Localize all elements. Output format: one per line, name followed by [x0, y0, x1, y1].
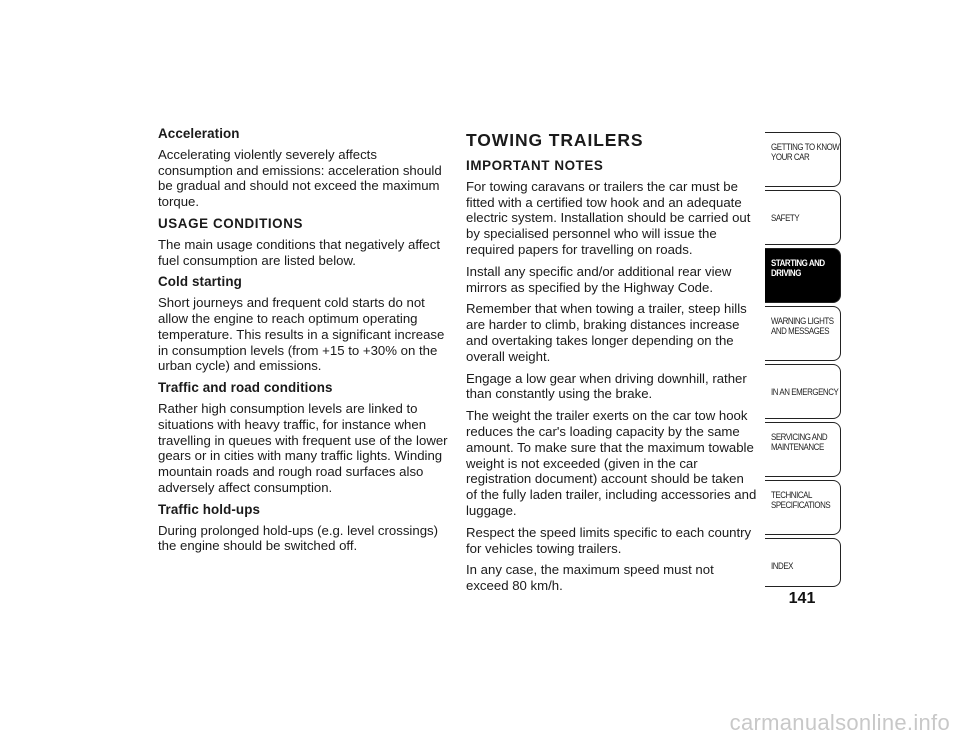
tab-label: INDEX [771, 561, 794, 571]
towing-paragraph: Engage a low gear when driving downhill, rather than constantly using the brake. [466, 370, 747, 402]
cold-starting-text: Short journeys and frequent cold starts do not allow the engine to reach optimum operating temperature. This results in a significant increase in consumption levels (from +15 to +30% on the urban cycle) and emissions. [158, 295, 445, 374]
towing-trailers-title: TOWING TRAILERS [466, 130, 644, 150]
chapter-tabs [765, 132, 841, 587]
towing-paragraph: Remember that when towing a trailer, steep hills are harder to climb, braking distances increase and overtaking takes longer depending on the overall weight. [466, 301, 747, 364]
page-number: 141 [788, 590, 816, 607]
tab-technical-specifications[interactable] [765, 480, 841, 535]
towing-paragraph: For towing caravans or trailers the car must be fitted with a certified tow hook and an adequate electric system. Installation should be carried out by specialised personnel who will issue the required papers for travelling on roads. [466, 178, 751, 257]
towing-paragraph: In any case, the maximum speed must not exceed 80 km/h. [466, 562, 714, 594]
left-column [158, 126, 448, 560]
tab-label: TECHNICAL [771, 490, 812, 500]
towing-paragraph: The weight the trailer exerts on the car tow hook reduces the car's loading capacity by the same amount. To make sure that the maximum towable weight is not exceeded (given in the car registration document) account should be taken of the fully laden trailer, including accessories and luggage. [466, 408, 757, 518]
tab-label: YOUR CAR [771, 152, 810, 162]
usage-conditions-text: The main usage conditions that negatively affect fuel consumption are listed below. [158, 236, 440, 268]
tab-label: SAFETY [771, 213, 800, 223]
usage-conditions-heading: USAGE CONDITIONS [158, 215, 304, 231]
cold-starting-heading: Cold starting [158, 274, 242, 290]
tab-in-an-emergency[interactable] [765, 364, 841, 419]
acceleration-heading: Acceleration [158, 126, 240, 141]
tab-warning-lights-and-messages[interactable] [765, 306, 841, 361]
traffic-holdups-heading: Traffic hold-ups [158, 501, 261, 517]
tab-safety[interactable] [765, 190, 841, 245]
tab-label: IN AN EMERGENCY [771, 387, 839, 397]
tab-label: AND MESSAGES [771, 326, 830, 336]
tab-label: MAINTENANCE [771, 442, 824, 452]
acceleration-text: Accelerating violently severely affects consumption and emissions: acceleration should be gradual and should not exceed the maximum torque. [158, 146, 442, 210]
tab-label: SPECIFICATIONS [771, 500, 831, 510]
tab-index[interactable] [765, 538, 841, 587]
traffic-road-text: Rather high consumption levels are linked to situations with heavy traffic, for instance when travelling in queues with frequent use of the lower gears or in cities with many traffic lights. Winding mountain roads and rough road surfaces also adversely affect consumption. [158, 400, 448, 495]
tab-label: DRIVING [771, 268, 801, 278]
towing-paragraph: Respect the speed limits specific to each country for vehicles towing trailers. [466, 524, 752, 556]
tab-servicing-and-maintenance[interactable] [765, 422, 841, 477]
traffic-road-heading: Traffic and road conditions [158, 380, 333, 396]
traffic-holdups-text: During prolonged hold-ups (e.g. level crossings) the engine should be switched off. [158, 522, 439, 554]
tab-label: STARTING AND [771, 258, 825, 268]
tab-label: WARNING LIGHTS [771, 316, 834, 326]
important-notes-heading: IMPORTANT NOTES [466, 158, 604, 173]
towing-paragraph: Install any specific and/or additional rear view mirrors as specified by the Highway Code. [466, 263, 732, 295]
tab-starting-and-driving[interactable] [765, 248, 841, 303]
tab-label: GETTING TO KNOW [771, 142, 840, 152]
tab-getting-to-know-your-car[interactable] [765, 132, 841, 187]
watermark: carmanualsonline.info [729, 710, 950, 735]
right-column [466, 126, 758, 600]
tab-label: SERVICING AND [771, 432, 828, 442]
